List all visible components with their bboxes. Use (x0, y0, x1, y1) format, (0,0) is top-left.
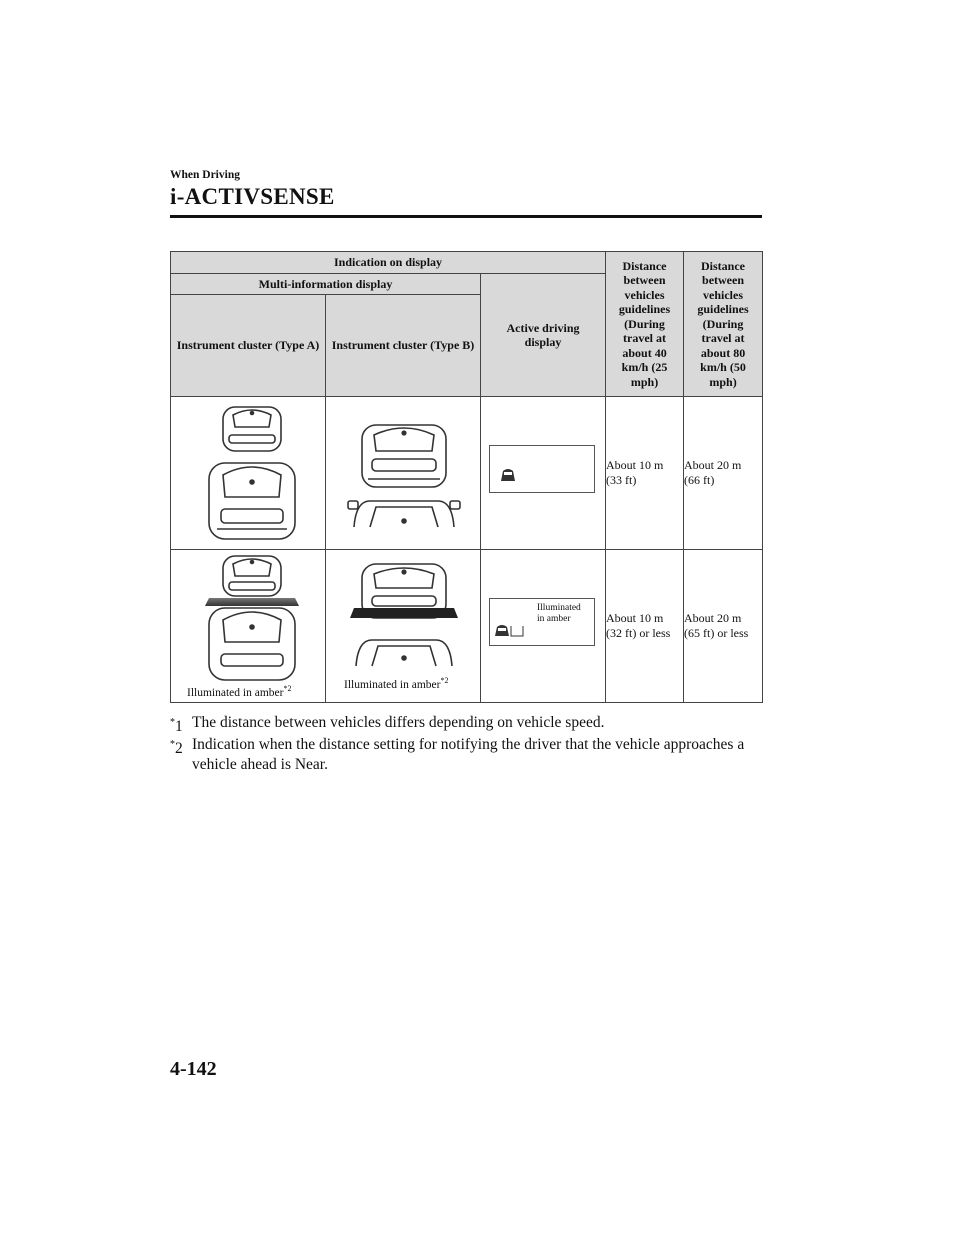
distance-value-imperial: (33 ft) (606, 473, 637, 487)
caption-amber-b (344, 676, 448, 691)
header-multi-info: Multi-information display (171, 274, 481, 295)
distance-indication-table (170, 251, 763, 703)
page-number: 4-142 (170, 1058, 217, 1080)
distance-value: About 20 m (684, 611, 742, 625)
distance-80-normal (684, 397, 763, 550)
cluster-b-figure-amber (326, 550, 481, 703)
active-display-figure-normal (481, 397, 606, 550)
distance-80-amber (684, 550, 763, 703)
footnote-marker: *2 (170, 739, 183, 758)
active-display-vehicle-icon (481, 397, 606, 550)
distance-40-normal (606, 397, 684, 550)
caption-amber-a (187, 684, 291, 699)
cluster-b-figure-normal (326, 397, 481, 550)
header-distance-40: Distance between vehicles guidelines (During travel at about 40 km/h (25 mph) (606, 252, 684, 397)
header-indication: Indication on display (171, 252, 606, 274)
distance-value: About 10 m (606, 458, 664, 472)
header-cluster-b: Instrument cluster (Type B) (326, 295, 481, 397)
distance-value: About 10 m (606, 611, 664, 625)
active-display-amber-icon (481, 550, 606, 703)
caption-text: Illuminated in amber (344, 678, 441, 691)
table-row (171, 550, 763, 703)
header-rule (170, 215, 762, 218)
caption-footnote-ref: *2 (440, 676, 449, 685)
header-active-display: Active driving display (481, 274, 606, 397)
cluster-a-figure-normal (171, 397, 326, 550)
header-distance-80: Distance between vehicles guidelines (During travel at about 80 km/h (50 mph) (684, 252, 763, 397)
caption-footnote-ref: *2 (283, 684, 292, 693)
active-display-figure-amber (481, 550, 606, 703)
footnote-1 (170, 713, 770, 736)
footnote-text: The distance between vehicles differs depending on vehicle speed. (192, 714, 605, 731)
footnote-2 (170, 735, 770, 775)
header-cluster-a: Instrument cluster (Type A) (171, 295, 326, 397)
active-display-amber-label: Illuminated in amber (537, 603, 581, 624)
page-title: i-ACTIVSENSE (170, 184, 335, 209)
footnote-text: Indication when the distance setting for notifying the driver that the vehicle approaches a vehicle ahead is Near. (192, 736, 745, 773)
cluster-a-figure-amber (171, 550, 326, 703)
distance-value-imperial: (32 ft) or less (606, 626, 671, 640)
section-label: When Driving (170, 169, 240, 181)
cluster-b-vehicle-icon (326, 397, 481, 550)
table-row (171, 397, 763, 550)
distance-value-imperial: (65 ft) or less (684, 626, 749, 640)
distance-value-imperial: (66 ft) (684, 473, 715, 487)
distance-value: About 20 m (684, 458, 742, 472)
footnote-marker: *1 (170, 717, 183, 736)
cluster-a-vehicle-amber-icon (171, 550, 326, 703)
caption-text: Illuminated in amber (187, 686, 284, 699)
distance-40-amber (606, 550, 684, 703)
cluster-a-vehicle-icon (171, 397, 326, 550)
footnotes (170, 713, 770, 777)
